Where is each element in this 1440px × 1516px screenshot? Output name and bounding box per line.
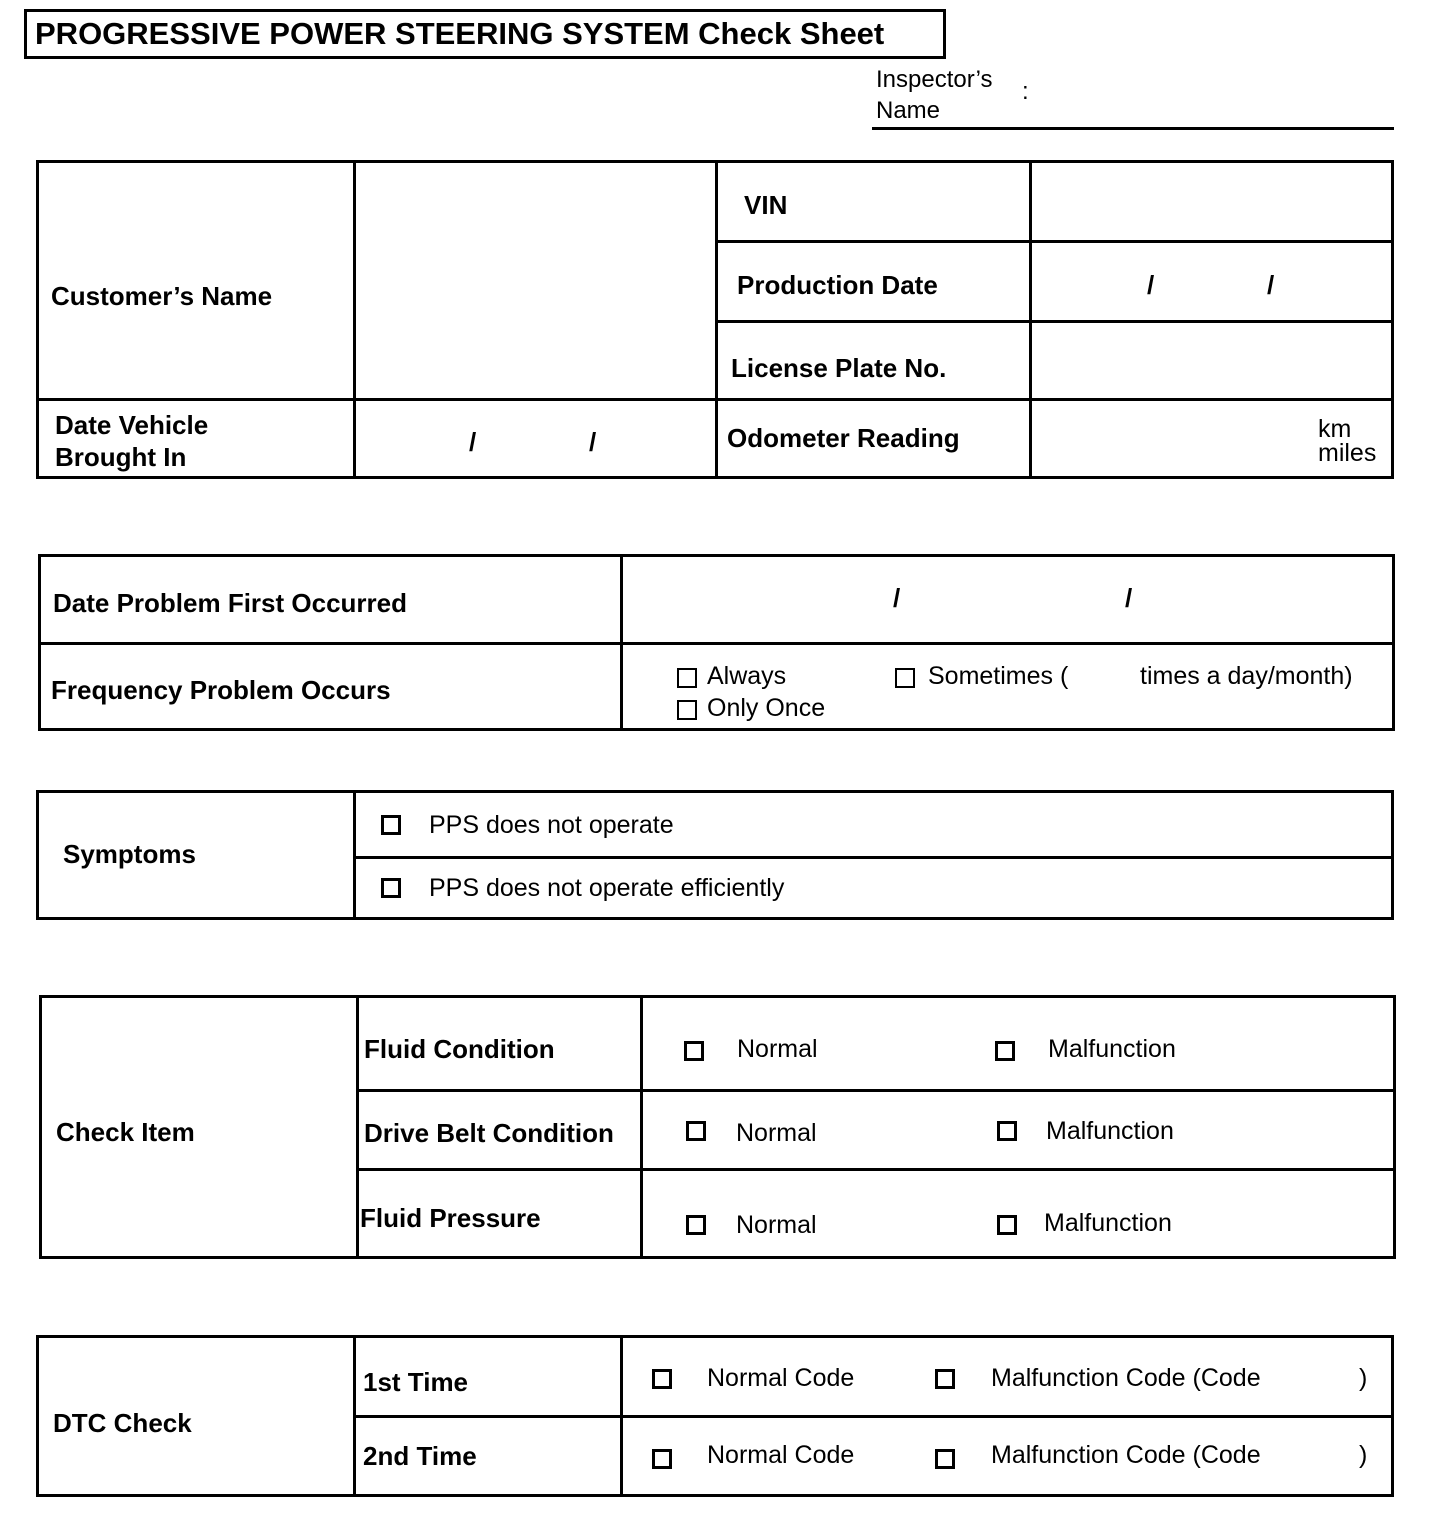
inspector-colon: : bbox=[1022, 78, 1029, 105]
dtc-check-label: DTC Check bbox=[53, 1408, 192, 1438]
check-item-label: Check Item bbox=[56, 1117, 195, 1147]
odometer-unit-miles: miles bbox=[1318, 439, 1377, 467]
symptoms-table bbox=[36, 790, 1394, 920]
odometer-unit-km: km bbox=[1318, 415, 1352, 443]
production-date-separator: / bbox=[1267, 270, 1275, 300]
normal-code-label: Normal Code bbox=[707, 1441, 855, 1469]
normal-label: Normal bbox=[736, 1119, 817, 1147]
malfunction-code-label: Malfunction Code (Code bbox=[991, 1441, 1261, 1469]
date-brought-in-label-line2: Brought In bbox=[55, 442, 187, 472]
normal-code-checkbox[interactable] bbox=[652, 1369, 672, 1389]
symptoms-label: Symptoms bbox=[63, 839, 196, 869]
date-brought-in-label-line1: Date Vehicle bbox=[55, 410, 209, 440]
license-plate-field[interactable] bbox=[1033, 323, 1389, 397]
date-brought-in-separator: / bbox=[469, 427, 477, 457]
date-problem-first-label: Date Problem First Occurred bbox=[53, 588, 407, 618]
inspector-name-field[interactable] bbox=[872, 127, 1394, 130]
normal-code-label: Normal Code bbox=[707, 1364, 855, 1392]
odometer-field[interactable] bbox=[1033, 401, 1313, 475]
malfunction-label: Malfunction bbox=[1048, 1035, 1176, 1063]
only-once-label: Only Once bbox=[707, 694, 826, 722]
malfunction-code-checkbox[interactable] bbox=[935, 1369, 955, 1389]
dtc-row-name: 2nd Time bbox=[363, 1441, 477, 1471]
normal-checkbox[interactable] bbox=[686, 1121, 706, 1141]
normal-checkbox[interactable] bbox=[684, 1041, 704, 1061]
odometer-label: Odometer Reading bbox=[727, 423, 960, 453]
vin-label: VIN bbox=[744, 190, 788, 220]
normal-label: Normal bbox=[737, 1035, 818, 1063]
production-date-label: Production Date bbox=[737, 270, 938, 300]
date-brought-in-separator: / bbox=[589, 427, 597, 457]
always-label: Always bbox=[707, 662, 787, 690]
only-once-checkbox[interactable] bbox=[677, 700, 697, 720]
customer-name-label: Customer’s Name bbox=[51, 281, 273, 311]
normal-label: Normal bbox=[736, 1211, 817, 1239]
malfunction-label: Malfunction bbox=[1046, 1117, 1174, 1145]
symptom-label: PPS does not operate bbox=[429, 811, 674, 839]
malfunction-label: Malfunction bbox=[1044, 1209, 1172, 1237]
date-first-separator: / bbox=[893, 583, 901, 613]
dtc-check-table bbox=[36, 1335, 1394, 1497]
malfunction-checkbox[interactable] bbox=[997, 1215, 1017, 1235]
customer-name-field[interactable] bbox=[357, 163, 713, 397]
sometimes-label: Sometimes ( bbox=[928, 662, 1069, 690]
malfunction-code-label: Malfunction Code (Code bbox=[991, 1364, 1261, 1392]
frequency-label: Frequency Problem Occurs bbox=[51, 675, 391, 705]
symptom-checkbox[interactable] bbox=[381, 815, 401, 835]
normal-checkbox[interactable] bbox=[686, 1215, 706, 1235]
production-date-separator: / bbox=[1147, 270, 1155, 300]
license-plate-label: License Plate No. bbox=[731, 353, 947, 383]
check-row-name: Drive Belt Condition bbox=[364, 1118, 614, 1148]
sheet-title: PROGRESSIVE POWER STEERING SYSTEM Check Sheet bbox=[24, 9, 946, 59]
dtc-row-name: 1st Time bbox=[363, 1367, 469, 1397]
malfunction-code-checkbox[interactable] bbox=[935, 1449, 955, 1469]
sometimes-checkbox[interactable] bbox=[895, 668, 915, 688]
inspector-label-line1: Inspector’s bbox=[876, 66, 993, 93]
problem-occurrence-table bbox=[38, 554, 1395, 731]
symptom-checkbox[interactable] bbox=[381, 878, 401, 898]
malfunction-checkbox[interactable] bbox=[997, 1121, 1017, 1141]
inspector-name-label bbox=[876, 64, 1016, 126]
check-row-name: Fluid Condition bbox=[364, 1034, 555, 1064]
check-row-name: Fluid Pressure bbox=[360, 1203, 541, 1233]
code-close-paren: ) bbox=[1359, 1441, 1368, 1469]
vin-field[interactable] bbox=[1033, 163, 1389, 239]
vehicle-info-table bbox=[36, 160, 1394, 479]
code-close-paren: ) bbox=[1359, 1364, 1368, 1392]
check-item-table bbox=[39, 995, 1396, 1259]
times-suffix-label: times a day/month) bbox=[1140, 662, 1353, 690]
symptom-label: PPS does not operate efficiently bbox=[429, 874, 785, 902]
malfunction-checkbox[interactable] bbox=[995, 1041, 1015, 1061]
inspector-label-line2: Name bbox=[876, 97, 941, 124]
always-checkbox[interactable] bbox=[677, 668, 697, 688]
normal-code-checkbox[interactable] bbox=[652, 1449, 672, 1469]
date-first-separator: / bbox=[1125, 583, 1133, 613]
